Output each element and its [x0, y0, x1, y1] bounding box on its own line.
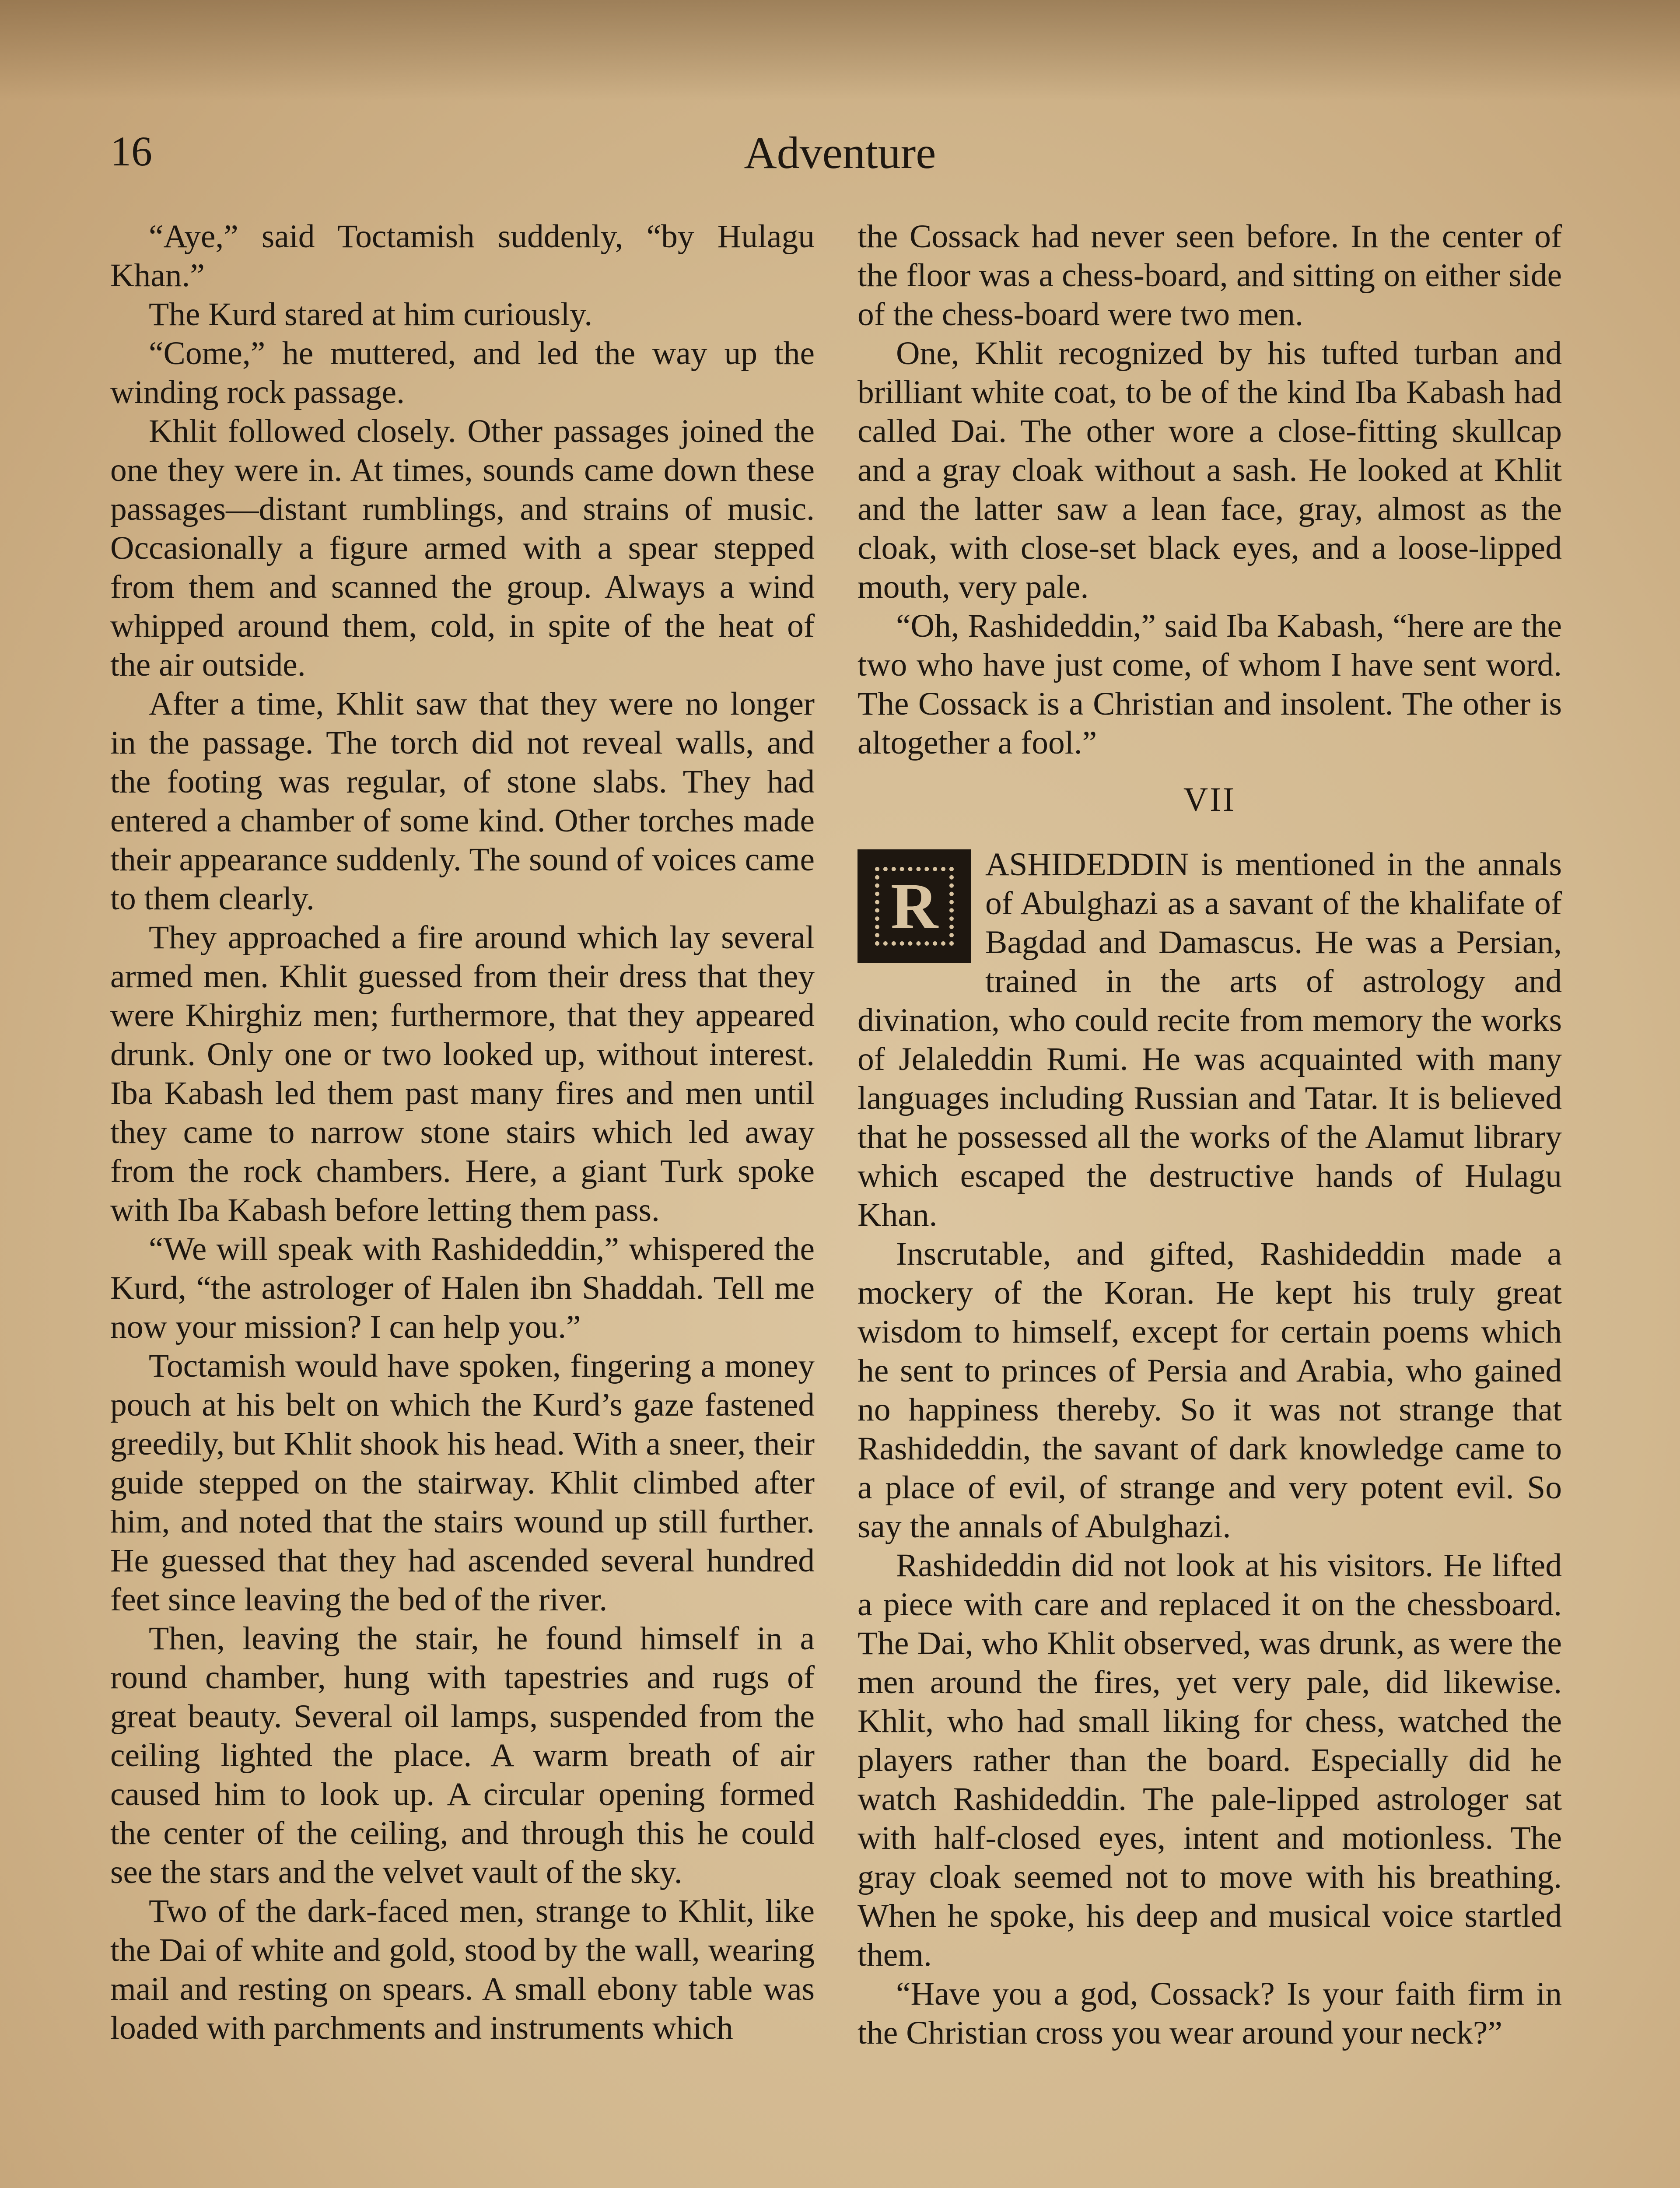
- paragraph: They approached a fire around which lay several armed men. Khlit guessed from their dress that they were Khirghiz men; furthermore, that they appeared drunk. Only one or two looked up, without interest. Iba Kabash led them past many fires and men until they came to narrow stone stairs which led away from the rock chambers. Here, a giant Turk spoke with Iba Kabash before letting them pass.: [110, 919, 815, 1228]
- page-header: [0, 114, 1680, 178]
- paragraph: Toctamish would have spoken, fingering a money pouch at his belt on which the Kurd’s gaze fastened greedily, but Khlit shook his head. With a sneer, their guide stepped on the stairway. Khlit climbed after him, and noted that the stairs wound up still further. He guessed that they had ascended several hundred feet since leaving the bed of the river.: [110, 1348, 815, 1618]
- paragraph: “Aye,” said Toctamish suddenly, “by Hulagu Khan.”: [110, 218, 815, 294]
- dropcap-ornament-border: [875, 867, 954, 946]
- paragraph: Then, leaving the stair, he found himself in a round chamber, hung with tapestries and rugs of great beauty. Several oil lamps, suspended from the ceiling lighted the place. A warm breath of air caused him to look up. A circular opening formed the center of the ceiling, and through this he could see the stars and the velvet vault of the sky.: [110, 1620, 815, 1890]
- running-head: Adventure: [744, 128, 936, 178]
- left-column: [110, 217, 815, 2048]
- paragraph: “Oh, Rashideddin,” said Iba Kabash, “here are the two who have just come, of whom I have sent word. The Cossack is a Christian and insolent. The other is altogether a fool.”: [858, 608, 1562, 761]
- page-top-shadow: [0, 0, 1680, 101]
- right-column: [858, 217, 1562, 2052]
- paragraph: “Come,” he muttered, and led the way up the winding rock passage.: [110, 335, 815, 410]
- paragraph: Two of the dark-faced men, strange to Khlit, like the Dai of white and gold, stood by the wall, wearing mail and resting on spears. A small ebony table was loaded with parchments and instruments which: [110, 1893, 815, 2046]
- chapter-heading: VII: [1183, 780, 1236, 818]
- paragraph: “We will speak with Rashideddin,” whispered the Kurd, “the astrologer of Halen ibn Shaddah. Tell me now your mission? I can help you.”: [110, 1231, 815, 1345]
- page-number: 16: [110, 128, 152, 175]
- paragraph: Khlit followed closely. Other passages joined the one they were in. At times, sounds came down these passages—distant rumblings, and strains of music. Occasionally a figure armed with a spear stepped from them and scanned the group. Always a wind whipped around them, cold, in spite of the heat of the air outside.: [110, 413, 815, 683]
- paragraph: ASHIDEDDIN is mentioned in the annals of Abulghazi as a savant of the khalifate of Bagdad and Damascus. He was a Persian, trained in the arts of astrology and divination, who could recite from memory the works of Jelaleddin Rumi. He was acquainted with many languages including Russian and Tatar. It is believed that he possessed all the works of the Alamut library which escaped the destructive hands of Hulagu Khan.: [858, 846, 1562, 1233]
- paragraph: Inscrutable, and gifted, Rashideddin made a mockery of the Koran. He kept his truly great wisdom to himself, except for certain poems which he sent to princes of Persia and Arabia, who gained no happiness thereby. So it was not strange that Rashideddin, the savant of dark knowledge came to a place of evil, of strange and very potent evil. So say the annals of Abulghazi.: [858, 1236, 1562, 1545]
- paragraph: Rashideddin did not look at his visitors. He lifted a piece with care and replaced it on the chessboard. The Dai, who Khlit observed, was drunk, as were the men around the fires, yet very pale, did likewise. Khlit, who had small liking for chess, watched the players rather than the board. Especially did he watch Rashideddin. The pale-lipped astrologer sat with half-closed eyes, intent and motionless. The gray cloak seemed not to move with his breathing. When he spoke, his deep and musical voice startled them.: [858, 1547, 1562, 1973]
- dropcap-letter: R: [890, 870, 938, 943]
- paragraph: “Have you a god, Cossack? Is your faith firm in the Christian cross you wear around your neck?”: [858, 1976, 1562, 2051]
- ornamental-dropcap: [858, 849, 971, 963]
- paragraph: The Kurd stared at him curiously.: [149, 296, 593, 333]
- paragraph: One, Khlit recognized by his tufted turban and brilliant white coat, to be of the kind Iba Kabash had called Dai. The other wore a close-fitting skullcap and a gray cloak without a sash. He looked at Khlit and the latter saw a lean face, gray, almost as the cloak, with close-set black eyes, and a loose-lipped mouth, very pale.: [858, 335, 1562, 605]
- paragraph: the Cossack had never seen before. In the center of the floor was a chess-board, and sitting on either side of the chess-board were two men.: [858, 218, 1562, 333]
- paragraph: After a time, Khlit saw that they were no longer in the passage. The torch did not reveal walls, and the footing was regular, of stone slabs. They had entered a chamber of some kind. Other torches made their appearance suddenly. The sound of voices came to them clearly.: [110, 686, 815, 917]
